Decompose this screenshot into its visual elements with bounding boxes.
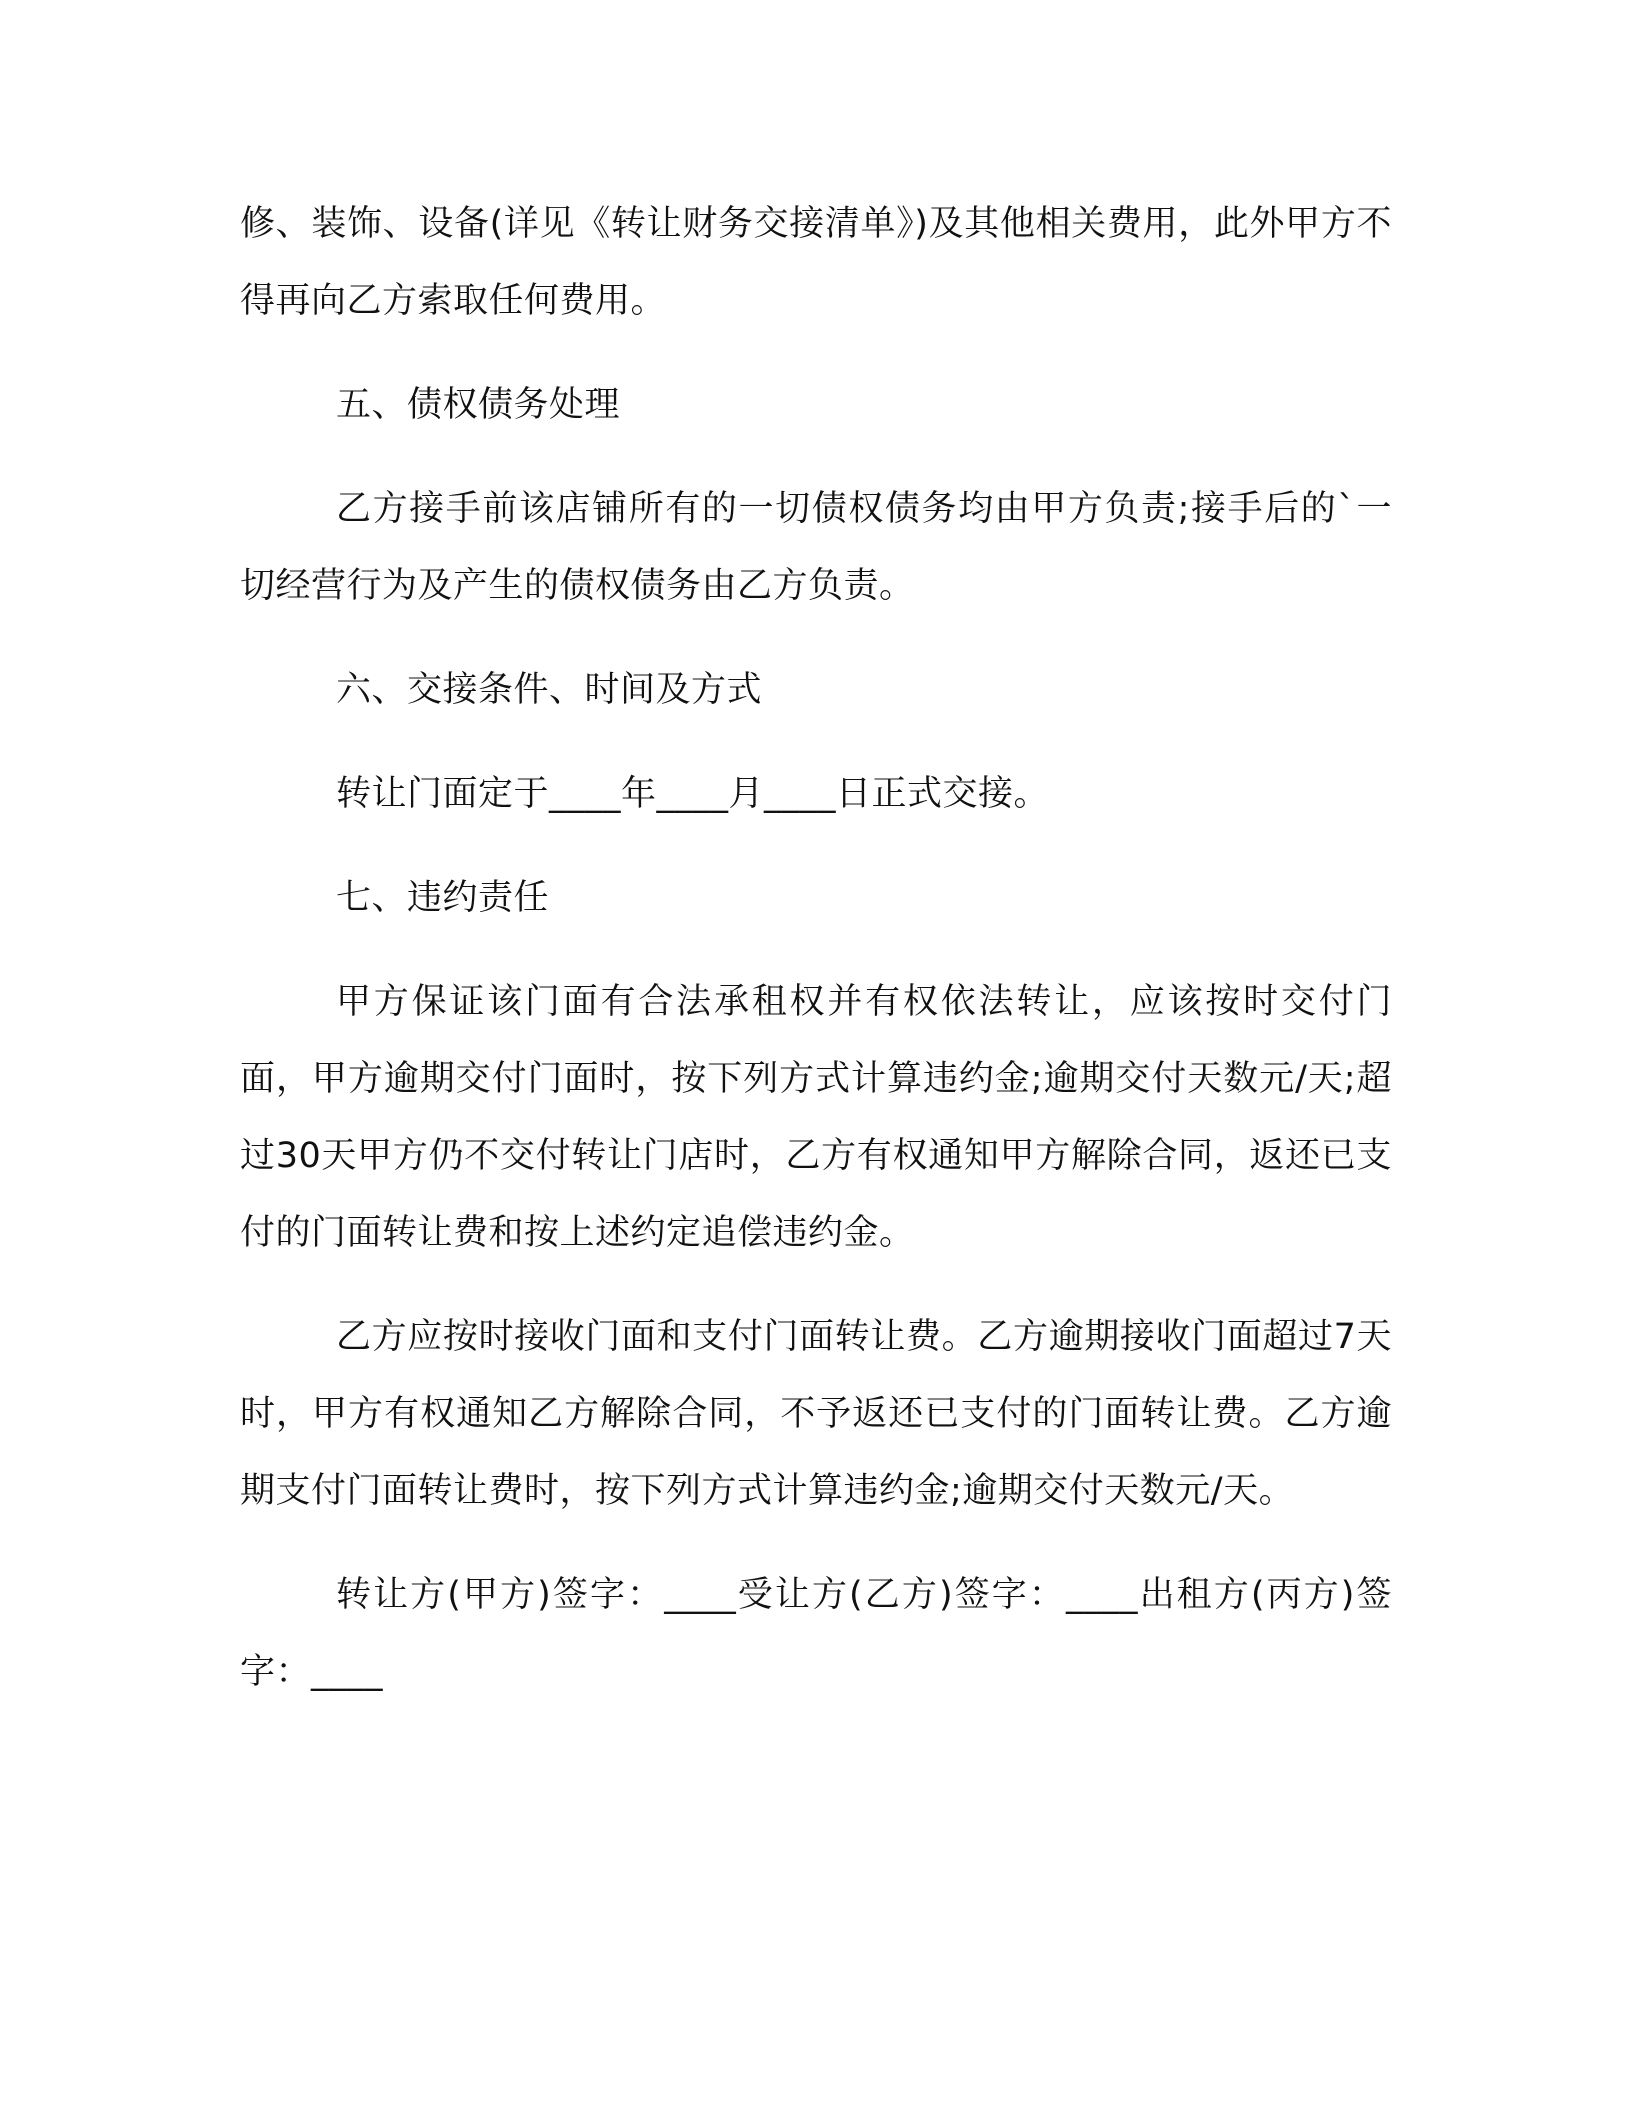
paragraph-party-b-breach: 乙方应按时接收门面和支付门面转让费。乙方逾期接收门面超过7天时，甲方有权通知乙方解除合同，不予返还已支付的门面转让费。乙方逾期支付门面转让费时，按下列方式计算违约金;逾期交付天数元/天。	[240, 1317, 1392, 1511]
paragraph-debts: 乙方接手前该店铺所有的一切债权债务均由甲方负责;接手后的`一切经营行为及产生的债权债务由乙方负责。	[240, 489, 1392, 606]
paragraph-handover-date: 转让门面定于____年____月____日正式交接。	[336, 774, 1050, 814]
document-body	[240, 186, 1392, 1711]
signature-block: 转让方(甲方)签字：____受让方(乙方)签字：____出租方(丙方)签字：____	[240, 1575, 1392, 1692]
paragraph-fee-continuation: 修、装饰、设备(详见《转让财务交接清单》)及其他相关费用，此外甲方不得再向乙方索取任何费用。	[240, 204, 1392, 321]
section-heading-debts: 五、债权债务处理	[336, 385, 621, 425]
section-heading-breach: 七、违约责任	[336, 878, 550, 918]
section-heading-handover: 六、交接条件、时间及方式	[336, 670, 763, 710]
paragraph-party-a-breach: 甲方保证该门面有合法承租权并有权依法转让，应该按时交付门面，甲方逾期交付门面时，按下列方式计算违约金;逾期交付天数元/天;超过30天甲方仍不交付转让门店时，乙方有权通知甲方解除合同，返还已支付的门面转让费和按上述约定追偿违约金。	[240, 982, 1392, 1253]
